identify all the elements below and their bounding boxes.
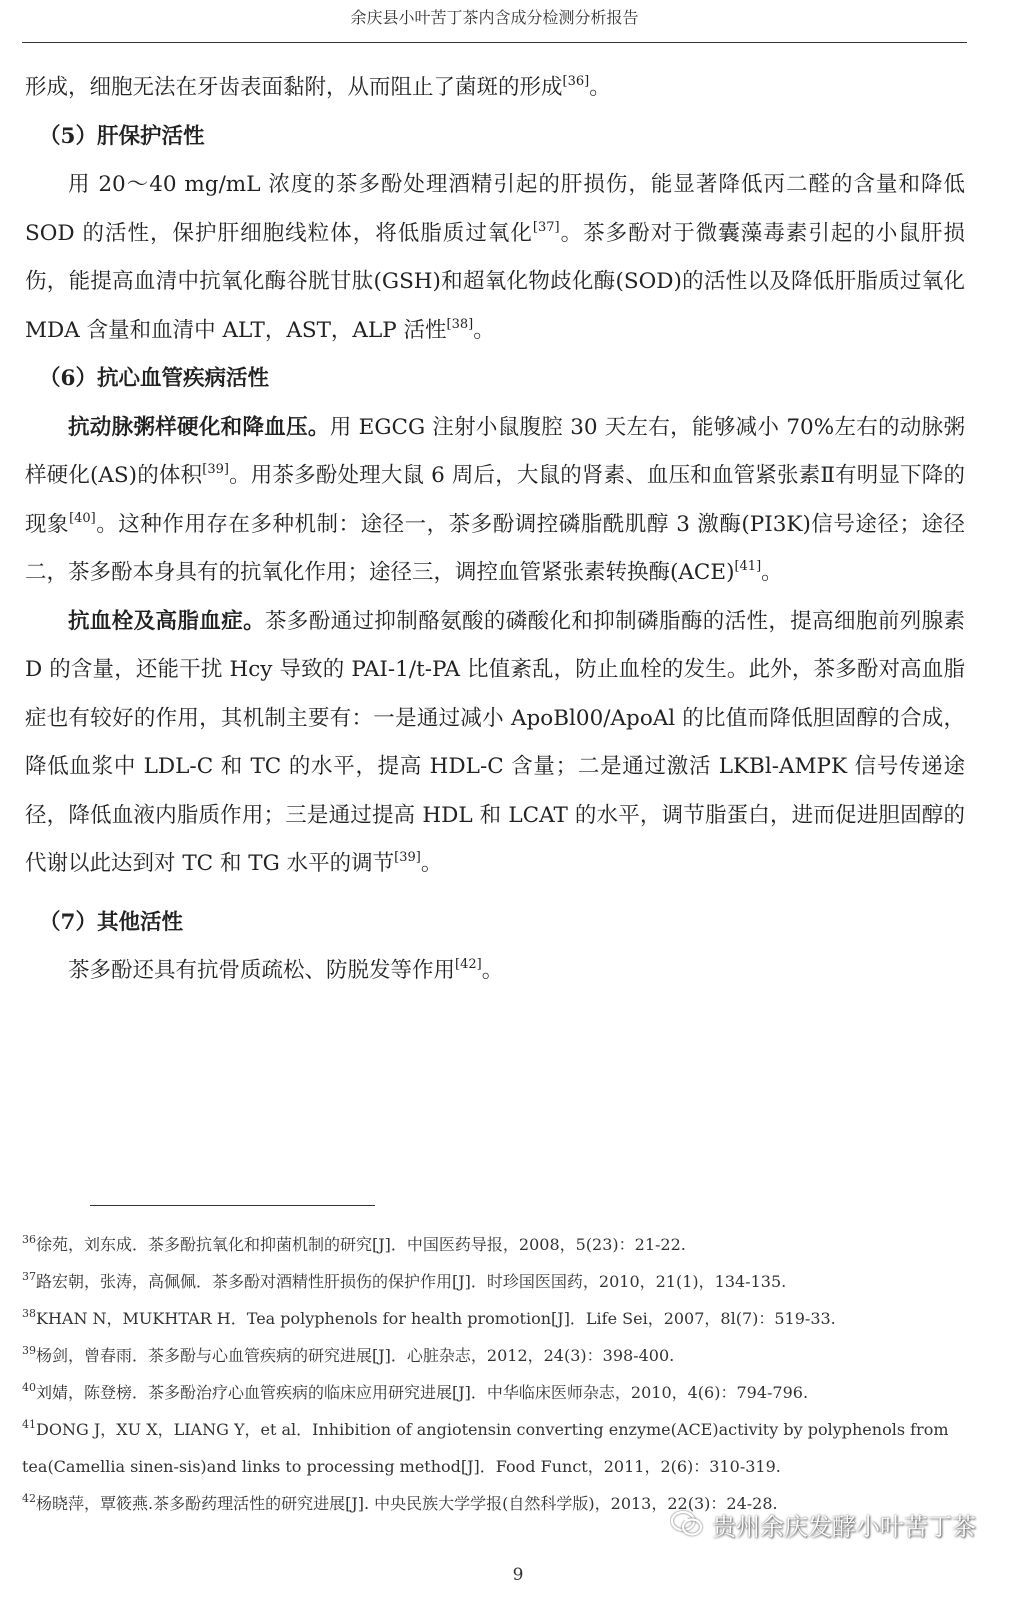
lead-phrase: 抗血栓及高脂血症。	[68, 608, 265, 634]
lead-phrase: 抗动脉粥样硬化和降血压。	[68, 414, 330, 440]
citation-37: [37]	[532, 219, 560, 235]
footnote: $^{37}$路宏朝，张涛，高佩佩．茶多酚对酒精性肝损伤的保护作用[J]．时珍国医国药，2010，21(1)，134-135.	[22, 1270, 787, 1291]
footnote: $^{40}$刘婧，陈登榜．茶多酚治疗心血管疾病的临床应用研究进展[J]．中华临床医师杂志，2010，4(6)：794-796.	[22, 1381, 809, 1402]
paragraph-continued: 形成，细胞无法在牙齿表面黏附，从而阻止了菌斑的形成[36]。	[25, 74, 611, 100]
footnotes	[22, 1226, 967, 1522]
citation-39b: [39]	[394, 850, 421, 865]
footnote: $^{42}$杨晓萍，覃筱燕.茶多酚药理活性的研究进展[J]. 中央民族大学学报(自然科学版)，2013，22(3)：24-28.	[22, 1492, 778, 1513]
paragraph-atherosclerosis: 抗动脉粥样硬化和降血压。用 EGCG 注射小鼠腹腔 30 天左右，能够减小 70%左右的动脉粥样硬化(AS)的体积[39]。用茶多酚处理大鼠 6 周后，大鼠的肾素、血压和血管紧张素Ⅱ有明显下降的现象[40]。这种作用存在多种机制：途径一，茶多酚调控磷脂酰肌醇 3 激酶(PI3K)信号途径；途径二，茶多酚本身具有的抗氧化作用；途径三，调控血管紧张素转换酶(ACE)[41]。	[25, 414, 965, 585]
wechat-icon	[670, 1509, 704, 1539]
paragraph-liver: 用 20～40 mg/mL 浓度的茶多酚处理酒精引起的肝损伤，能显著降低丙二醛的含量和降低 SOD 的活性，保护肝细胞线粒体，将低脂质过氧化[37]。茶多酚对于微囊藻毒素引起的小鼠肝损伤，能提高血清中抗氧化酶谷胱甘肽(GSH)和超氧化物歧化酶(SOD)的活性以及降低肝脂质过氧化 MDA 含量和血清中 ALT，AST，ALP 活性[38]。	[25, 172, 965, 343]
citation-41: [41]	[734, 559, 762, 574]
section-heading-cardio: （6）抗心血管疾病活性	[39, 366, 269, 391]
citation-36: [36]	[562, 74, 590, 89]
footnote-divider	[90, 1205, 375, 1206]
paragraph-thrombosis: 抗血栓及高脂血症。茶多酚通过抑制酪氨酸的磷酸化和抑制磷脂酶的活性，提高细胞前列腺素 D 的含量，还能干扰 Hcy 导致的 PAI-1/t-PA 比值紊乱，防止血栓的发生。此外，茶多酚对高血脂症也有较好的作用，其机制主要有：一是通过减小 ApoBl00/ApoAl 的比值而降低胆固醇的合成，降低血浆中 LDL-C 和 TC 的水平，提高 HDL-C 含量；二是通过激活 LKBl-AMPK 信号传递途径，降低血液内脂质作用；三是通过提高 HDL 和 LCAT 的水平，调节脂蛋白，进而促进胆固醇的代谢以此达到对 TC 和 TG 水平的调节[39]。	[25, 608, 965, 876]
page-number: 9	[512, 1565, 524, 1585]
paragraph-other: 茶多酚还具有抗骨质疏松、防脱发等作用[42]。	[68, 957, 504, 983]
watermark-text: 贵州余庆发酵小叶苦丁茶	[712, 1512, 976, 1541]
citation-42: [42]	[455, 957, 482, 972]
footnote: $^{38}$KHAN N，MUKHTAR H．Tea polyphenols for health promotion[J]．Life Sei，2007，8l(7)：519-33.	[22, 1307, 836, 1328]
body-text	[25, 64, 965, 996]
running-header: 余庆县小叶苦丁茶内含成分检测分析报告	[22, 4, 967, 43]
footnote: $^{41}$DONG J，XU X，LIANG Y，et al．Inhibition of angiotensin converting enzyme(ACE)activity by polyphenols from tea(Camellia sinen-sis)and links to processing method[J]．Food Funct，2011，2(6)：310-319.	[22, 1418, 949, 1476]
citation-39: [39]	[202, 462, 229, 477]
watermark	[670, 1506, 976, 1542]
section-heading-liver: （5）肝保护活性	[39, 123, 205, 149]
citation-38: [38]	[446, 316, 474, 332]
section-heading-other: （7）其他活性	[39, 909, 183, 935]
citation-40: [40]	[69, 510, 96, 526]
footnote: $^{36}$徐苑，刘东成．茶多酚抗氧化和抑菌机制的研究[J]．中国医药导报，2008，5(23)：21-22.	[22, 1233, 686, 1254]
footnote: $^{39}$杨剑，曾春雨．茶多酚与心血管疾病的研究进展[J]．心脏杂志，2012，24(3)：398-400.	[22, 1344, 675, 1365]
